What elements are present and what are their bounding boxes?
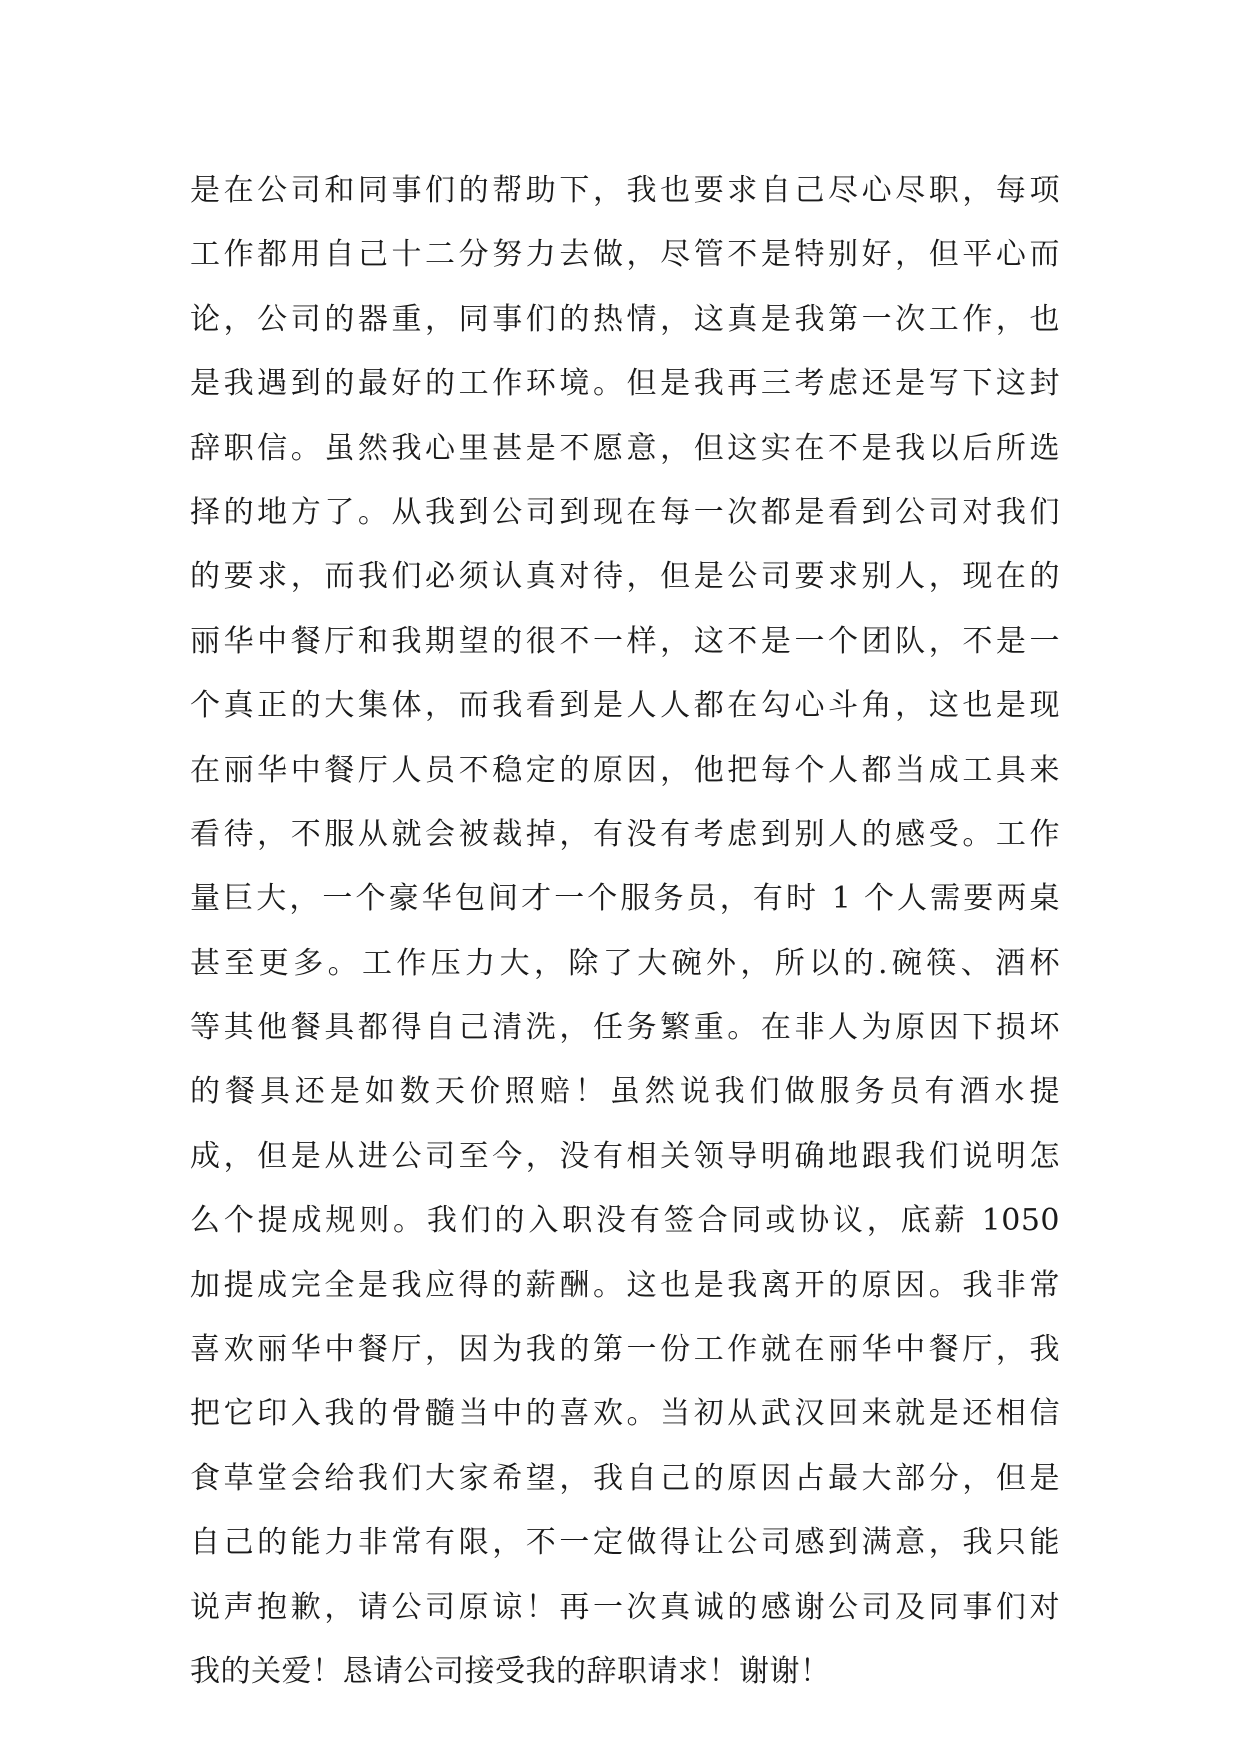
text-line: 的餐具还是如数天价照赔！虽然说我们做服务员有酒水提 <box>190 1074 1060 1110</box>
text-line: 辞职信。虽然我心里甚是不愿意，但这实在不是我以后所选 <box>190 430 1060 466</box>
text-line: 看待，不服从就会被裁掉，有没有考虑到别人的感受。工作 <box>190 816 1060 852</box>
text-line: 在丽华中餐厅人员不稳定的原因，他把每个人都当成工具来 <box>190 752 1060 788</box>
text-line: 工作都用自己十二分努力去做，尽管不是特别好，但平心而 <box>190 237 1060 273</box>
text-line: 加提成完全是我应得的薪酬。这也是我离开的原因。我非常 <box>190 1267 1060 1303</box>
text-line-last: 我的关爱！恳请公司接受我的辞职请求！谢谢！ <box>190 1653 831 1689</box>
text-line: 自己的能力非常有限，不一定做得让公司感到满意，我只能 <box>190 1525 1060 1561</box>
text-line: 成，但是从进公司至今，没有相关领导明确地跟我们说明怎 <box>190 1138 1060 1174</box>
text-line: 论，公司的器重，同事们的热情，这真是我第一次工作，也 <box>190 301 1060 337</box>
text-line: 量巨大，一个豪华包间才一个服务员，有时 1 个人需要两桌 <box>190 881 1060 917</box>
text-line: 喜欢丽华中餐厅，因为我的第一份工作就在丽华中餐厅，我 <box>190 1332 1060 1368</box>
text-line: 的要求，而我们必须认真对待，但是公司要求别人，现在的 <box>190 559 1060 595</box>
text-line: 么个提成规则。我们的入职没有签合同或协议，底薪 1050 <box>190 1203 1060 1239</box>
text-line: 说声抱歉，请公司原谅！再一次真诚的感谢公司及同事们对 <box>190 1589 1060 1625</box>
text-line: 甚至更多。工作压力大，除了大碗外，所以的.碗筷、酒杯 <box>190 945 1060 981</box>
text-line: 食草堂会给我们大家希望，我自己的原因占最大部分，但是 <box>190 1460 1060 1496</box>
body-paragraph <box>190 159 1060 1704</box>
text-line: 把它印入我的骨髓当中的喜欢。当初从武汉回来就是还相信 <box>190 1396 1060 1432</box>
text-line: 择的地方了。从我到公司到现在每一次都是看到公司对我们 <box>190 494 1060 530</box>
text-line: 个真正的大集体，而我看到是人人都在勾心斗角，这也是现 <box>190 688 1060 724</box>
text-line: 是在公司和同事们的帮助下，我也要求自己尽心尽职，每项 <box>190 173 1060 208</box>
text-line: 丽华中餐厅和我期望的很不一样，这不是一个团队，不是一 <box>190 623 1060 659</box>
text-line: 等其他餐具都得自己清洗，任务繁重。在非人为原因下损坏 <box>190 1010 1060 1046</box>
text-line: 是我遇到的最好的工作环境。但是我再三考虑还是写下这封 <box>190 366 1060 402</box>
